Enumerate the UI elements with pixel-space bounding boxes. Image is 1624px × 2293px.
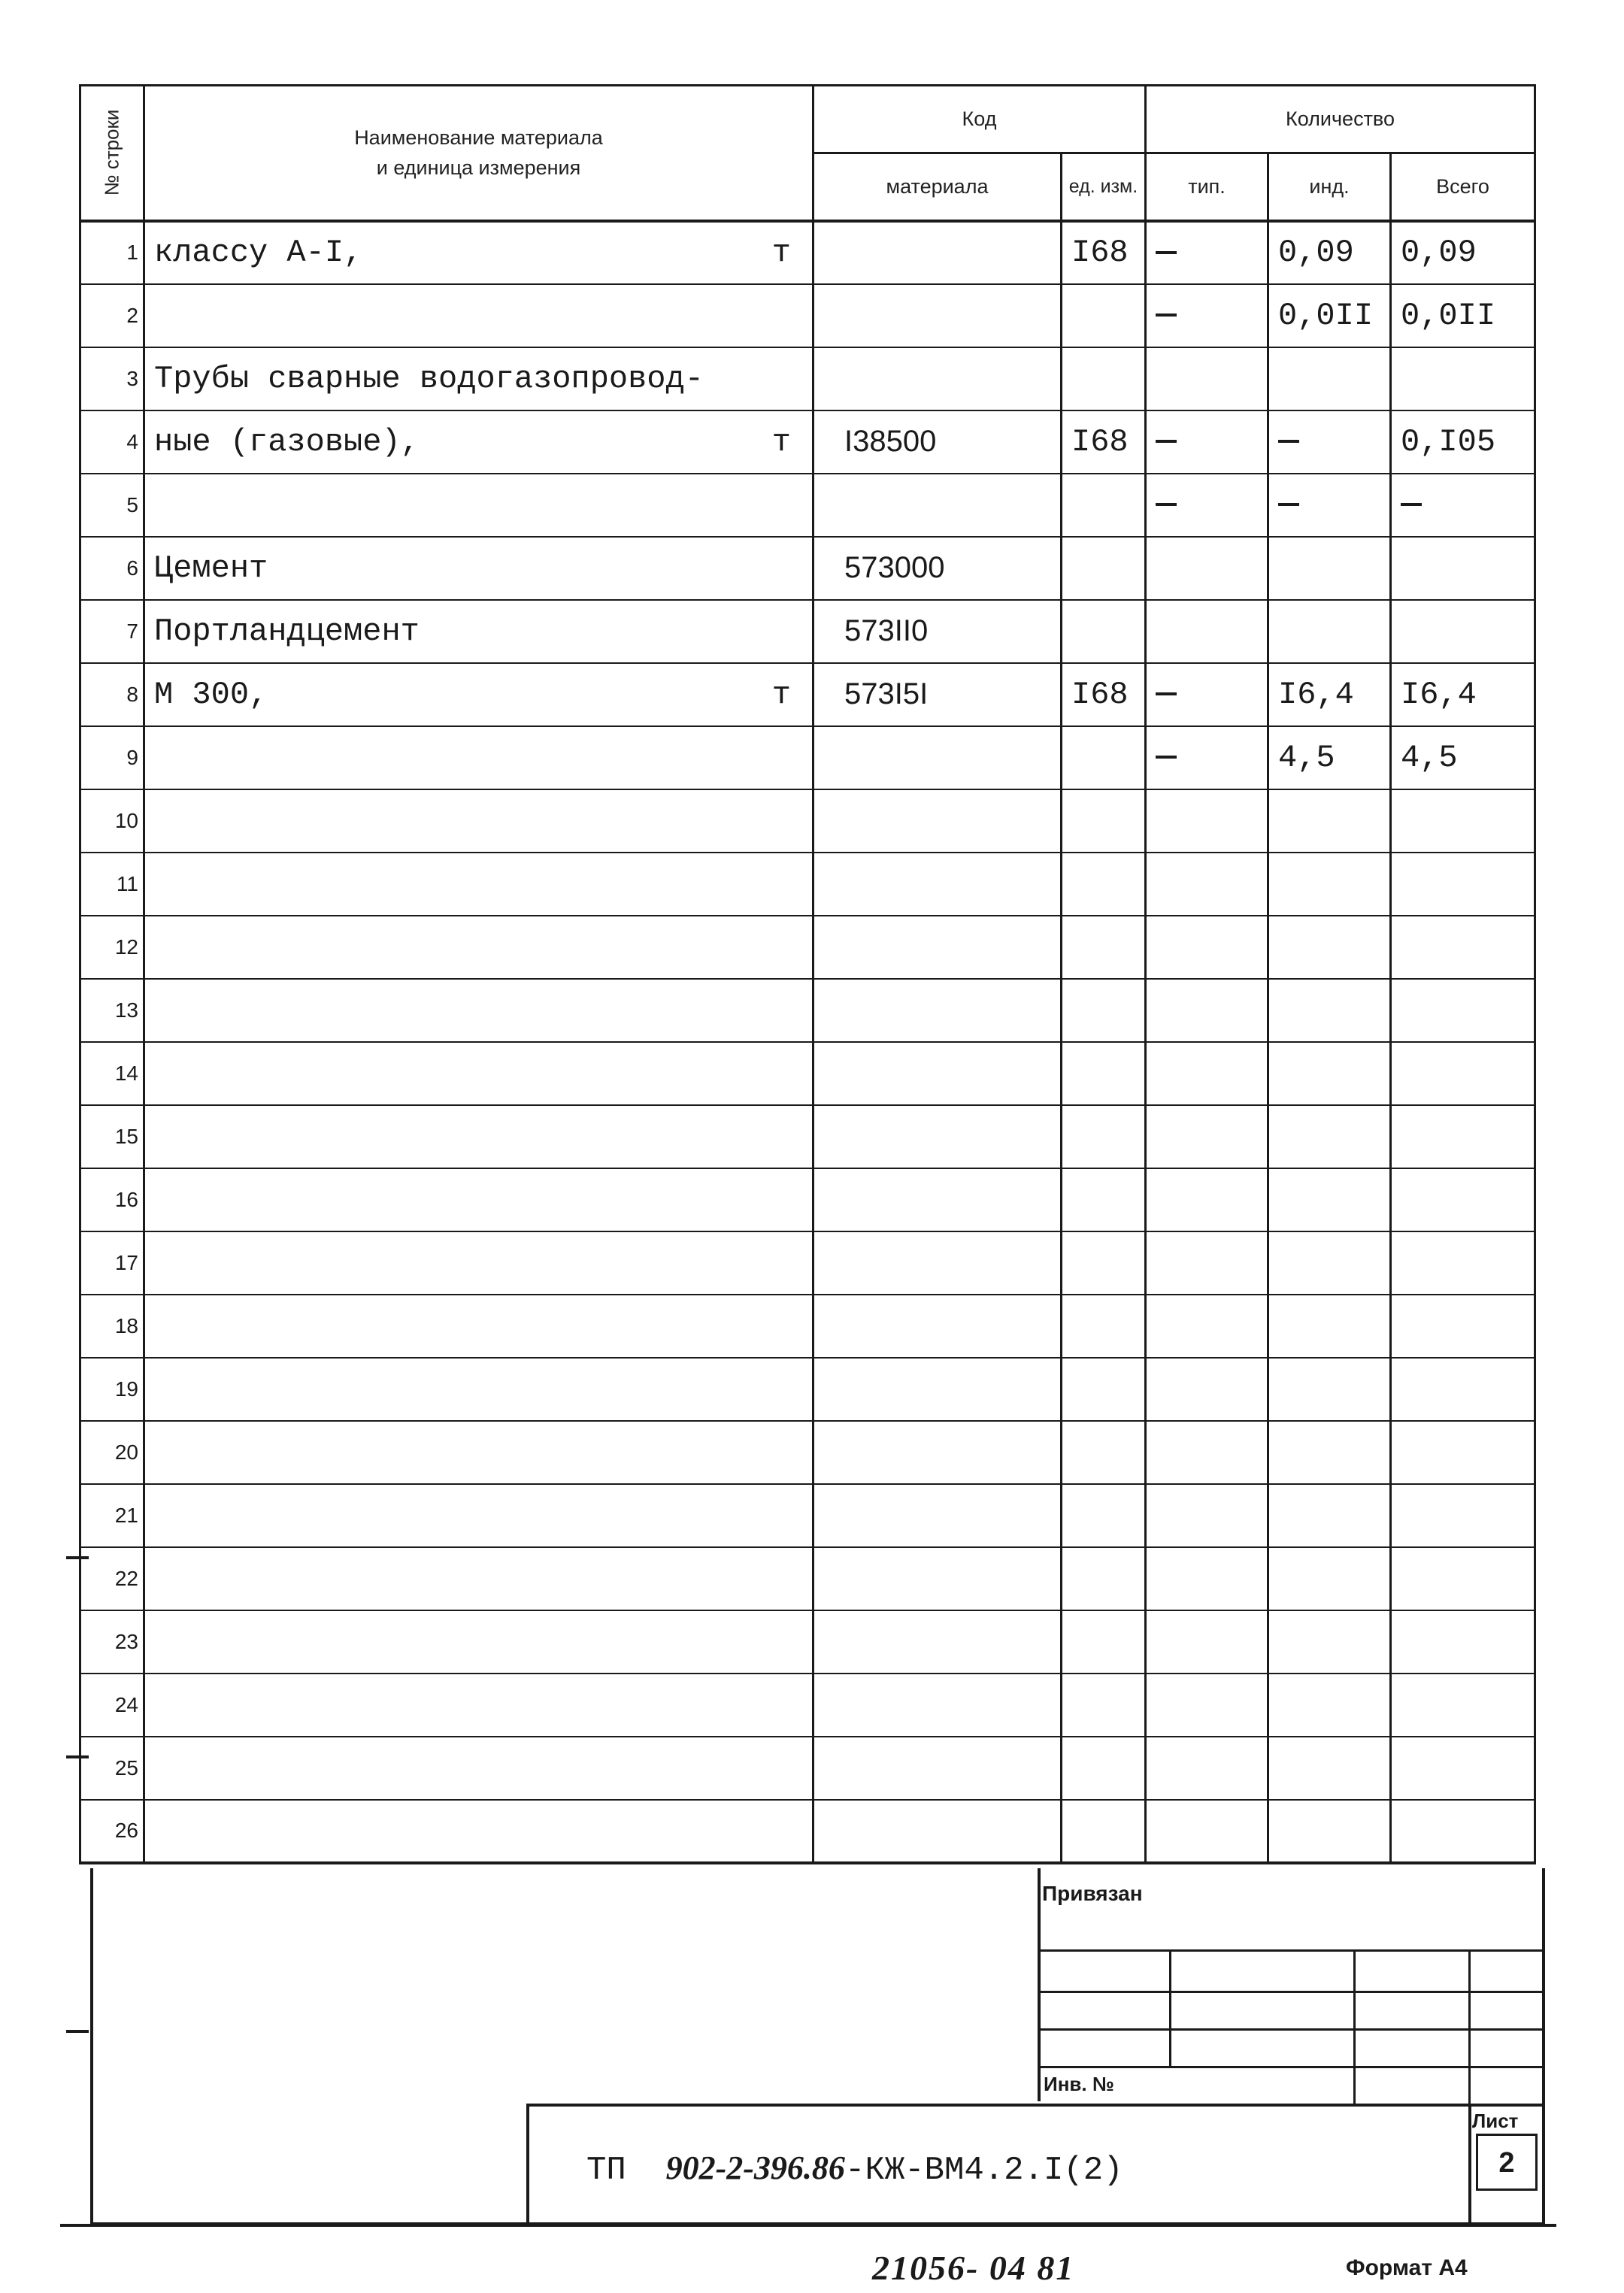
qty-total-cell: 4,5	[1391, 726, 1535, 789]
unit-code-cell	[1062, 347, 1146, 410]
unit-code-cell	[1062, 1737, 1146, 1800]
header-code-group: Код	[814, 86, 1146, 153]
material-code-cell	[814, 1231, 1062, 1295]
material-name-cell	[144, 1674, 814, 1737]
header-row-top	[80, 86, 1535, 153]
row-number-cell: 7	[80, 600, 144, 663]
header-name-line2: и единица измерения	[376, 156, 581, 180]
qty-total-cell	[1391, 1421, 1535, 1484]
unit-code-cell	[1062, 1168, 1146, 1231]
stamp-line	[1169, 1951, 1171, 2067]
qty-typ-cell	[1146, 600, 1268, 663]
material-code-cell: 573I5I	[814, 663, 1062, 726]
material-name-cell	[144, 1610, 814, 1674]
header-quantity-group: Количество	[1146, 86, 1535, 153]
row-number-cell: 15	[80, 1105, 144, 1168]
unit-code-cell	[1062, 979, 1146, 1042]
qty-total-cell: 0,0II	[1391, 284, 1535, 347]
material-name-cell	[144, 1358, 814, 1421]
table-row	[80, 916, 1535, 979]
material-code-cell	[814, 347, 1062, 410]
margin-tick	[66, 1755, 89, 1758]
qty-ind-cell	[1268, 1105, 1391, 1168]
material-code-cell	[814, 979, 1062, 1042]
qty-total-cell	[1391, 1358, 1535, 1421]
qty-total-cell	[1391, 1231, 1535, 1295]
material-code-cell	[814, 1610, 1062, 1674]
dash-mark	[1156, 503, 1177, 506]
qty-total-cell	[1391, 1737, 1535, 1800]
dash-mark	[1401, 503, 1422, 506]
material-name-cell	[144, 726, 814, 789]
table-row	[80, 1674, 1535, 1737]
unit-code-cell	[1062, 1800, 1146, 1863]
material-code-cell	[814, 1484, 1062, 1547]
table-row	[80, 979, 1535, 1042]
qty-total-cell	[1391, 789, 1535, 853]
table-row	[80, 284, 1535, 347]
qty-typ-cell	[1146, 1674, 1268, 1737]
qty-typ-cell	[1146, 1042, 1268, 1105]
qty-typ-cell	[1146, 1295, 1268, 1358]
qty-typ-cell	[1146, 1358, 1268, 1421]
header-material-name	[144, 86, 814, 221]
material-name-cell	[144, 1800, 814, 1863]
material-name-cell	[144, 853, 814, 916]
qty-total-cell	[1391, 1042, 1535, 1105]
document-code	[586, 2149, 1123, 2189]
qty-total-cell	[1391, 537, 1535, 600]
qty-typ-cell	[1146, 916, 1268, 979]
qty-ind-cell	[1268, 1610, 1391, 1674]
material-name-cell	[144, 474, 814, 537]
unit-code-cell	[1062, 1674, 1146, 1737]
unit-code-cell	[1062, 1042, 1146, 1105]
qty-ind-cell	[1268, 474, 1391, 537]
material-name: М 300,	[154, 676, 268, 713]
material-code-cell	[814, 221, 1062, 284]
privyazal-label: Привязан	[1042, 1882, 1143, 1905]
qty-total-cell: 0,09	[1391, 221, 1535, 284]
dash-mark	[1156, 692, 1177, 695]
qty-typ-cell	[1146, 347, 1268, 410]
qty-ind-cell	[1268, 1737, 1391, 1800]
row-number-cell: 21	[80, 1484, 144, 1547]
material-name-cell	[144, 1105, 814, 1168]
row-number-cell: 8	[80, 663, 144, 726]
material-code-cell	[814, 1295, 1062, 1358]
material-name-cell	[144, 600, 814, 663]
row-number-cell: 9	[80, 726, 144, 789]
row-number-cell: 3	[80, 347, 144, 410]
base-line	[60, 2224, 1556, 2227]
qty-total-cell	[1391, 979, 1535, 1042]
table-row	[80, 221, 1535, 284]
qty-typ-cell	[1146, 1610, 1268, 1674]
material-code-cell	[814, 1421, 1062, 1484]
table-row	[80, 853, 1535, 916]
table-row	[80, 1105, 1535, 1168]
unit-code-cell	[1062, 789, 1146, 853]
table-row	[80, 1610, 1535, 1674]
material-code-cell	[814, 1737, 1062, 1800]
qty-ind-cell	[1268, 347, 1391, 410]
material-name-cell	[144, 1421, 814, 1484]
material-code-cell	[814, 726, 1062, 789]
qty-total-cell	[1391, 347, 1535, 410]
material-name: Цемент	[154, 550, 268, 586]
qty-ind-cell	[1268, 410, 1391, 474]
row-number-cell: 22	[80, 1547, 144, 1610]
material-code-cell	[814, 1042, 1062, 1105]
row-number-cell: 4	[80, 410, 144, 474]
qty-ind-cell: 0,0II	[1268, 284, 1391, 347]
material-code-cell	[814, 789, 1062, 853]
margin-tick	[66, 2030, 89, 2033]
material-code-cell: 573II0	[814, 600, 1062, 663]
row-number-cell: 17	[80, 1231, 144, 1295]
qty-typ-cell	[1146, 1547, 1268, 1610]
stamp-line	[1353, 1951, 1356, 2105]
material-code-cell	[814, 1547, 1062, 1610]
table-row	[80, 789, 1535, 853]
qty-ind-cell	[1268, 600, 1391, 663]
doc-prefix: ТП	[586, 2152, 626, 2189]
material-name-cell	[144, 1042, 814, 1105]
row-number-cell: 25	[80, 1737, 144, 1800]
qty-total-cell: 0,I05	[1391, 410, 1535, 474]
header-code-unit: ед. изм.	[1062, 153, 1146, 221]
table-row	[80, 537, 1535, 600]
unit-code-cell	[1062, 1358, 1146, 1421]
row-number-cell: 5	[80, 474, 144, 537]
dash-mark	[1156, 756, 1177, 759]
qty-ind-cell	[1268, 853, 1391, 916]
table-row	[80, 663, 1535, 726]
material-name-cell	[144, 284, 814, 347]
material-code-cell	[814, 1105, 1062, 1168]
unit-code-cell	[1062, 1610, 1146, 1674]
qty-ind-cell	[1268, 979, 1391, 1042]
qty-total-cell	[1391, 916, 1535, 979]
table-row	[80, 474, 1535, 537]
qty-total-cell	[1391, 853, 1535, 916]
row-number-cell: 16	[80, 1168, 144, 1231]
qty-total-cell	[1391, 600, 1535, 663]
material-code-cell	[814, 1358, 1062, 1421]
dash-mark	[1156, 314, 1177, 317]
row-number-cell: 26	[80, 1800, 144, 1863]
material-name-cell	[144, 1737, 814, 1800]
qty-ind-cell	[1268, 1042, 1391, 1105]
material-code-cell	[814, 916, 1062, 979]
sheet-number: 2	[1476, 2134, 1538, 2191]
unit-code-cell: I68	[1062, 221, 1146, 284]
unit-code-cell	[1062, 853, 1146, 916]
sheet-label: Лист	[1472, 2110, 1519, 2132]
materials-table	[79, 84, 1536, 1864]
material-code-cell	[814, 1674, 1062, 1737]
unit-code-cell	[1062, 1484, 1146, 1547]
unit-code-cell	[1062, 1295, 1146, 1358]
material-code-cell	[814, 1168, 1062, 1231]
row-number-cell: 10	[80, 789, 144, 853]
material-name-cell	[144, 221, 814, 284]
material-name: Трубы сварные водогазопровод-	[154, 360, 704, 397]
unit-code-cell	[1062, 1547, 1146, 1610]
unit-code-cell	[1062, 537, 1146, 600]
material-name-cell	[144, 979, 814, 1042]
qty-total-cell	[1391, 1295, 1535, 1358]
qty-ind-cell	[1268, 537, 1391, 600]
qty-typ-cell	[1146, 221, 1268, 284]
material-name-cell	[144, 1295, 814, 1358]
row-number-cell: 2	[80, 284, 144, 347]
material-name-cell	[144, 663, 814, 726]
table-row	[80, 726, 1535, 789]
header-qty-ind: инд.	[1268, 153, 1391, 221]
material-name-cell	[144, 537, 814, 600]
material-name-cell	[144, 410, 814, 474]
qty-typ-cell	[1146, 1484, 1268, 1547]
unit-code-cell	[1062, 474, 1146, 537]
row-number-cell: 24	[80, 1674, 144, 1737]
qty-typ-cell	[1146, 853, 1268, 916]
material-name-cell	[144, 789, 814, 853]
dash-mark	[1156, 251, 1177, 254]
material-code-cell: 573000	[814, 537, 1062, 600]
qty-ind-cell	[1268, 1231, 1391, 1295]
material-name-cell	[144, 1231, 814, 1295]
material-name-cell	[144, 347, 814, 410]
doc-suffix: -КЖ-ВМ4.2.I(2)	[844, 2152, 1123, 2189]
dash-mark	[1156, 440, 1177, 443]
unit-code-cell	[1062, 916, 1146, 979]
format-label: Формат А4	[1346, 2255, 1468, 2280]
table-row	[80, 347, 1535, 410]
qty-typ-cell	[1146, 537, 1268, 600]
qty-ind-cell	[1268, 1547, 1391, 1610]
qty-ind-cell	[1268, 1421, 1391, 1484]
material-name: Портландцемент	[154, 613, 420, 650]
qty-ind-cell: 0,09	[1268, 221, 1391, 284]
material-name-cell	[144, 1547, 814, 1610]
qty-ind-cell	[1268, 1295, 1391, 1358]
material-name-cell	[144, 1168, 814, 1231]
material-name: классу А-I,	[154, 235, 363, 271]
stamp-line	[1468, 1951, 1471, 2105]
material-code-cell	[814, 1800, 1062, 1863]
row-number-cell: 12	[80, 916, 144, 979]
header-qty-total: Всего	[1391, 153, 1535, 221]
table-row	[80, 1358, 1535, 1421]
qty-typ-cell	[1146, 1737, 1268, 1800]
row-number-cell: 18	[80, 1295, 144, 1358]
qty-total-cell	[1391, 1484, 1535, 1547]
row-number-cell: 6	[80, 537, 144, 600]
unit-code-cell	[1062, 1105, 1146, 1168]
unit-code-cell: I68	[1062, 410, 1146, 474]
material-code-cell: I38500	[814, 410, 1062, 474]
qty-ind-cell	[1268, 1674, 1391, 1737]
row-number-cell: 23	[80, 1610, 144, 1674]
table-row	[80, 1231, 1535, 1295]
margin-tick	[66, 1556, 89, 1559]
table-row	[80, 410, 1535, 474]
unit-code-cell	[1062, 1231, 1146, 1295]
row-number-cell: 11	[80, 853, 144, 916]
unit-code-cell	[1062, 726, 1146, 789]
table-row	[80, 1421, 1535, 1484]
material-code-cell	[814, 474, 1062, 537]
row-number-cell: 19	[80, 1358, 144, 1421]
qty-ind-cell	[1268, 1484, 1391, 1547]
material-unit: т	[771, 423, 791, 460]
header-row-number-label: № строки	[100, 109, 123, 196]
material-name: ные (газовые),	[154, 423, 420, 460]
dash-mark	[1278, 503, 1299, 506]
material-name-cell	[144, 916, 814, 979]
header-row-number	[80, 86, 144, 221]
table-body	[80, 221, 1535, 1863]
qty-total-cell	[1391, 1674, 1535, 1737]
header-qty-typ: тип.	[1146, 153, 1268, 221]
table-row	[80, 600, 1535, 663]
qty-typ-cell	[1146, 663, 1268, 726]
material-unit: т	[771, 235, 791, 271]
material-code-cell	[814, 853, 1062, 916]
qty-typ-cell	[1146, 726, 1268, 789]
table-row	[80, 1737, 1535, 1800]
qty-ind-cell	[1268, 789, 1391, 853]
qty-typ-cell	[1146, 1168, 1268, 1231]
unit-code-cell: I68	[1062, 663, 1146, 726]
qty-typ-cell	[1146, 1105, 1268, 1168]
qty-total-cell	[1391, 1105, 1535, 1168]
dash-mark	[1278, 440, 1299, 443]
table-row	[80, 1800, 1535, 1863]
qty-typ-cell	[1146, 789, 1268, 853]
row-number-cell: 20	[80, 1421, 144, 1484]
table-row	[80, 1547, 1535, 1610]
qty-ind-cell: 4,5	[1268, 726, 1391, 789]
qty-ind-cell	[1268, 916, 1391, 979]
header-code-material: материала	[814, 153, 1062, 221]
qty-total-cell: I6,4	[1391, 663, 1535, 726]
table-row	[80, 1295, 1535, 1358]
material-name-cell	[144, 1484, 814, 1547]
qty-ind-cell	[1268, 1358, 1391, 1421]
qty-typ-cell	[1146, 1800, 1268, 1863]
qty-total-cell	[1391, 1800, 1535, 1863]
qty-ind-cell	[1268, 1168, 1391, 1231]
qty-typ-cell	[1146, 474, 1268, 537]
doc-number: 902-2-396.86	[665, 2149, 845, 2186]
table-row	[80, 1168, 1535, 1231]
unit-code-cell	[1062, 1421, 1146, 1484]
qty-ind-cell: I6,4	[1268, 663, 1391, 726]
qty-typ-cell	[1146, 1421, 1268, 1484]
row-number-cell: 1	[80, 221, 144, 284]
unit-code-cell	[1062, 284, 1146, 347]
qty-typ-cell	[1146, 284, 1268, 347]
qty-total-cell	[1391, 1610, 1535, 1674]
qty-ind-cell	[1268, 1800, 1391, 1863]
table-row	[80, 1042, 1535, 1105]
handwritten-number: 21056- 04 81	[872, 2249, 1075, 2287]
unit-code-cell	[1062, 600, 1146, 663]
qty-total-cell	[1391, 1168, 1535, 1231]
qty-typ-cell	[1146, 979, 1268, 1042]
row-number-cell: 14	[80, 1042, 144, 1105]
inv-number-label: Инв. №	[1044, 2073, 1114, 2095]
qty-typ-cell	[1146, 1231, 1268, 1295]
qty-typ-cell	[1146, 410, 1268, 474]
qty-total-cell	[1391, 474, 1535, 537]
qty-total-cell	[1391, 1547, 1535, 1610]
material-code-cell	[814, 284, 1062, 347]
table-row	[80, 1484, 1535, 1547]
header-name-line1: Наименование материала	[354, 126, 603, 150]
row-number-cell: 13	[80, 979, 144, 1042]
material-unit: т	[771, 676, 791, 713]
